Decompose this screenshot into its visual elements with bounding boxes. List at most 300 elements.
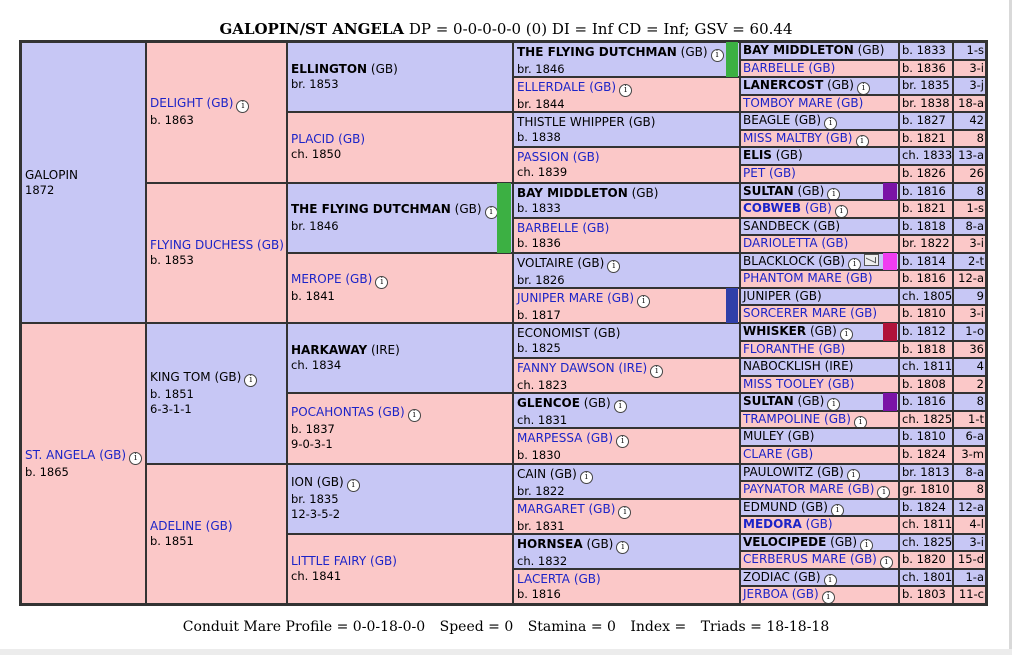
horse-name-line	[517, 221, 736, 236]
gen4-horse-14[interactable]	[513, 534, 740, 569]
gen5-horse-26[interactable]	[740, 499, 899, 517]
horse-foaled: b. 1803	[902, 587, 946, 602]
horse-name-line	[517, 326, 736, 341]
horse-name[interactable]: MARGARET	[517, 501, 585, 516]
horse-foaled: b. 1808	[902, 376, 946, 391]
gen5-horse-28[interactable]	[740, 534, 899, 552]
horse-foaled: br. 1844	[517, 97, 565, 112]
horse-country: (GB)	[832, 95, 864, 110]
horse-name-line	[291, 272, 509, 289]
gen3-horse-7[interactable]	[287, 534, 513, 604]
gen5-record-cell	[953, 42, 986, 60]
horse-foaled: ch. 1832	[517, 553, 568, 568]
horse-country: (GB)	[793, 183, 825, 198]
horse-name[interactable]: GALOPIN	[25, 167, 78, 182]
gen4-horse-11[interactable]	[513, 428, 740, 463]
horse-name[interactable]: ZODIAC	[743, 569, 790, 584]
race-record: 8	[976, 130, 984, 145]
gen5-horse-20[interactable]	[740, 393, 899, 411]
race-record: 13-a	[958, 148, 984, 163]
gen5-horse-17[interactable]	[740, 341, 899, 359]
horse-name-line	[291, 343, 509, 358]
horse-name[interactable]: TOMBOY MARE	[743, 95, 833, 110]
info-icon[interactable]: i	[860, 539, 873, 552]
horse-country: (GB)	[624, 115, 656, 130]
gen5-foaled-cell	[899, 60, 953, 78]
horse-name[interactable]: HORNSEA	[517, 536, 583, 551]
gen4-horse-3[interactable]	[513, 147, 740, 182]
horse-name[interactable]: JERBOA	[743, 587, 788, 602]
info-icon[interactable]: i	[831, 504, 844, 517]
horse-name[interactable]: THE FLYING DUTCHMAN	[517, 45, 677, 59]
horse-name[interactable]: FLYING DUCHESS	[150, 237, 254, 252]
horse-name[interactable]: CLARE	[743, 446, 783, 461]
horse-foaled: b. 1826	[902, 165, 946, 180]
horse-foaled: ch. 1811	[902, 517, 953, 532]
horse-foaled: br. 1853	[291, 77, 339, 92]
horse-country: (GB)	[450, 201, 482, 216]
horse-name[interactable]: ELLERDALE	[517, 80, 586, 95]
horse-name[interactable]: JUNIPER	[743, 288, 791, 303]
horse-name[interactable]: WHISKER	[743, 324, 807, 338]
info-icon[interactable]: i	[848, 258, 861, 271]
gen5-horse-9[interactable]	[740, 200, 899, 218]
horse-name[interactable]: ION	[291, 475, 313, 490]
gen3-horse-3[interactable]	[287, 253, 513, 323]
gen5-horse-4[interactable]	[740, 112, 899, 130]
gen5-foaled-cell	[899, 499, 953, 517]
horse-foaled: br. 1831	[517, 518, 565, 533]
horse-country: (GB)	[817, 236, 849, 251]
horse-country: (GB)	[787, 587, 819, 602]
horse-name[interactable]: PAULOWITZ	[743, 464, 814, 479]
info-icon[interactable]: i	[650, 365, 663, 378]
gen5-horse-16[interactable]	[740, 323, 899, 341]
race-record: 6-3-1-1	[150, 401, 192, 416]
gen5-horse-3[interactable]	[740, 95, 899, 113]
info-icon[interactable]: i	[857, 82, 870, 95]
gen2-horse-2[interactable]	[146, 323, 287, 464]
gen5-horse-21[interactable]	[740, 411, 899, 429]
gen4-horse-15[interactable]	[513, 569, 740, 604]
horse-country: (GB)	[366, 553, 397, 568]
gen4-horse-12[interactable]	[513, 464, 740, 499]
gen5-record-cell	[953, 341, 986, 359]
horse-country: (GB)	[585, 80, 617, 95]
horse-country: (GB)	[570, 571, 601, 586]
horse-country: (GB)	[341, 271, 373, 286]
horse-name[interactable]: MEDORA	[743, 517, 802, 532]
info-icon[interactable]: i	[408, 409, 421, 422]
horse-country: (GB)	[676, 45, 708, 59]
horse-name-line	[291, 62, 509, 77]
gen5-record-cell	[953, 270, 986, 288]
horse-name[interactable]: FLORANTHE	[743, 341, 815, 356]
gen4-horse-8[interactable]	[513, 323, 740, 358]
horse-name[interactable]: VELOCIPEDE	[743, 534, 827, 549]
horse-name[interactable]: THE FLYING DUTCHMAN	[291, 201, 451, 216]
profile-footer	[0, 619, 1012, 635]
horse-country: (GB)	[823, 78, 854, 93]
gen1-horse-0[interactable]	[21, 42, 146, 323]
horse-name[interactable]: MISS MALTBY	[743, 130, 822, 145]
gen5-foaled-cell	[899, 428, 953, 446]
info-icon[interactable]: i	[485, 206, 498, 219]
race-record: 11-c	[958, 587, 984, 602]
gen5-horse-18[interactable]	[740, 358, 899, 376]
gen4-horse-5[interactable]	[513, 218, 740, 253]
gen5-horse-8[interactable]	[740, 183, 899, 201]
gen5-foaled-cell	[899, 341, 953, 359]
horse-name[interactable]: CAIN	[517, 466, 547, 481]
gen2-horse-3[interactable]	[146, 464, 287, 605]
gen5-foaled-cell	[899, 235, 953, 253]
horse-foaled: b. 1820	[902, 552, 946, 567]
horse-name[interactable]: EDMUND	[743, 499, 798, 514]
horse-name[interactable]: ELIS	[743, 148, 772, 163]
horse-foaled: ch. 1833	[902, 148, 953, 163]
race-record: 2	[976, 376, 984, 391]
horse-name[interactable]: PHANTOM MARE	[743, 271, 842, 286]
gen5-horse-19[interactable]	[740, 376, 899, 394]
race-record: 26	[969, 165, 984, 180]
horse-name[interactable]: HARKAWAY	[291, 343, 368, 358]
info-icon[interactable]: i	[840, 328, 853, 341]
race-record: 1-s	[966, 43, 984, 57]
gen5-foaled-cell	[899, 305, 953, 323]
horse-name[interactable]: KING TOM	[150, 369, 211, 384]
horse-country: (GB)	[253, 237, 284, 252]
horse-country: (GB)	[843, 482, 875, 497]
horse-country: (GB)	[202, 96, 234, 111]
horse-foaled: br. 1838	[902, 95, 950, 110]
horse-country: (GB)	[210, 369, 242, 384]
horse-name[interactable]: POCAHONTAS	[291, 404, 374, 419]
gen5-foaled-cell	[899, 358, 953, 376]
horse-name[interactable]: FANNY DAWSON	[517, 361, 615, 376]
gen5-foaled-cell	[899, 253, 953, 271]
horse-name[interactable]: NABOCKLISH	[743, 359, 821, 374]
horse-name-line	[517, 537, 736, 554]
gen4-horse-2[interactable]	[513, 112, 740, 147]
horse-name[interactable]: PET	[743, 165, 766, 180]
gen5-horse-25[interactable]	[740, 481, 899, 499]
horse-name-line	[150, 238, 283, 253]
gen5-horse-2[interactable]	[740, 77, 899, 95]
horse-foaled: b. 1824	[902, 499, 946, 514]
horse-name[interactable]: BARBELLE	[517, 220, 579, 235]
gen5-record-cell	[953, 428, 986, 446]
horse-name[interactable]: CERBERUS MARE	[743, 552, 847, 567]
race-record: 4	[976, 359, 984, 374]
horse-country: (GB)	[573, 255, 605, 270]
gen5-record-cell	[953, 60, 986, 78]
gen5-foaled-cell	[899, 42, 953, 60]
race-record: 15-d	[957, 552, 984, 567]
horse-name[interactable]: VOLTAIRE	[517, 255, 574, 270]
horse-foaled: br. 1822	[902, 236, 950, 251]
horse-foaled: ch. 1825	[902, 534, 953, 549]
gen4-horse-9[interactable]	[513, 358, 740, 393]
horse-name-line	[291, 405, 509, 422]
horse-foaled: br. 1813	[902, 464, 950, 479]
horse-foaled: br. 1826	[517, 272, 565, 287]
horse-foaled: b. 1824	[902, 446, 946, 461]
horse-name[interactable]: MARPESSA	[517, 431, 583, 446]
gen5-horse-11[interactable]	[740, 235, 899, 253]
info-icon[interactable]: i	[607, 260, 620, 273]
gen5-record-cell	[953, 499, 986, 517]
gen5-record-cell	[953, 218, 986, 236]
info-icon[interactable]: i	[711, 49, 724, 62]
horse-name[interactable]: SORCERER MARE	[743, 306, 847, 321]
horse-name[interactable]: SULTAN	[743, 183, 794, 198]
gen5-record-cell	[953, 183, 986, 201]
horse-foaled: b. 1821	[902, 201, 946, 216]
horse-name[interactable]: LANERCOST	[743, 78, 824, 93]
info-icon[interactable]: i	[827, 188, 840, 201]
horse-foaled: b. 1830	[517, 448, 561, 463]
gen5-horse-5[interactable]	[740, 130, 899, 148]
gen4-horse-0[interactable]	[513, 42, 740, 77]
horse-foaled: b. 1816	[517, 586, 561, 601]
gen4-horse-10[interactable]	[513, 393, 740, 428]
horse-country: (GB)	[814, 341, 846, 356]
horse-name-line	[517, 150, 736, 165]
gen5-horse-13[interactable]	[740, 270, 899, 288]
horse-country: (GB)	[841, 271, 873, 286]
race-record: 3-i	[969, 306, 984, 321]
horse-country: (GB)	[806, 324, 837, 338]
horse-country: (GB)	[789, 569, 821, 584]
horse-name[interactable]: BAY MIDDLETON	[517, 185, 628, 200]
info-icon[interactable]: i	[637, 295, 650, 308]
horse-name[interactable]: COBWEB	[743, 201, 802, 216]
race-record: 3-i	[969, 534, 984, 549]
race-record: 8-a	[965, 464, 984, 479]
gen5-foaled-cell	[899, 165, 953, 183]
gen4-horse-13[interactable]	[513, 499, 740, 534]
horse-name[interactable]: PASSION	[517, 150, 569, 165]
gen5-horse-14[interactable]	[740, 288, 899, 306]
gen5-horse-7[interactable]	[740, 165, 899, 183]
gen5-foaled-cell	[899, 112, 953, 130]
race-record: 12-a	[958, 271, 984, 286]
horse-foaled: br. 1835	[902, 78, 950, 93]
horse-country: (GB)	[820, 411, 851, 426]
info-icon[interactable]: i	[614, 400, 627, 413]
horse-name-line	[517, 291, 736, 308]
horse-name[interactable]: GLENCOE	[517, 396, 580, 411]
gen3-horse-0[interactable]	[287, 42, 513, 112]
horse-foaled: br. 1835	[291, 492, 339, 507]
race-record: 1-s	[966, 201, 984, 216]
gen5-horse-0[interactable]	[740, 42, 899, 60]
horse-name[interactable]: MULEY	[743, 429, 784, 444]
gen5-horse-1[interactable]	[740, 60, 899, 78]
horse-country: (GB)	[312, 475, 344, 490]
horse-foaled: b. 1838	[517, 130, 561, 145]
horse-foaled: b. 1816	[902, 183, 946, 198]
gen5-record-cell	[953, 147, 986, 165]
gen2-horse-1[interactable]	[146, 183, 287, 324]
horse-country: (GB)	[826, 534, 858, 549]
info-icon[interactable]: i	[244, 374, 257, 387]
horse-foaled: b. 1821	[902, 130, 946, 145]
info-icon[interactable]: i	[616, 435, 629, 448]
info-icon[interactable]: i	[616, 541, 629, 554]
info-icon[interactable]: i	[618, 506, 631, 519]
gen5-horse-6[interactable]	[740, 147, 899, 165]
gen5-record-cell	[953, 130, 986, 148]
horse-name-line	[291, 132, 509, 147]
horse-name[interactable]: DELIGHT	[150, 96, 203, 111]
gen5-foaled-cell	[899, 147, 953, 165]
gen3-horse-1[interactable]	[287, 112, 513, 182]
horse-country: (GB)	[793, 394, 825, 409]
gen5-record-cell	[953, 551, 986, 569]
horse-name[interactable]: MISS TOOLEY	[743, 376, 824, 391]
info-icon[interactable]: i	[619, 84, 632, 97]
horse-foaled: b. 1851	[150, 386, 194, 401]
horse-foaled: b. 1814	[902, 253, 946, 268]
info-icon[interactable]: i	[822, 591, 835, 604]
info-icon[interactable]: i	[375, 276, 388, 289]
horse-name[interactable]: ECONOMIST	[517, 326, 590, 340]
gen5-horse-29[interactable]	[740, 551, 899, 569]
gen5-horse-31[interactable]	[740, 586, 899, 604]
race-record: 3-j	[969, 78, 984, 93]
race-record: 12-a	[958, 499, 984, 514]
gen4-horse-4[interactable]	[513, 183, 740, 218]
gen3-horse-6[interactable]	[287, 464, 513, 534]
info-icon[interactable]: i	[847, 469, 860, 482]
race-record: 8	[976, 183, 984, 198]
horse-name[interactable]: BARBELLE	[743, 60, 805, 75]
horse-name-line	[517, 256, 736, 273]
horse-name[interactable]: LACERTA	[517, 571, 570, 586]
info-icon[interactable]: i	[854, 416, 867, 429]
gen5-horse-15[interactable]	[740, 305, 899, 323]
horse-foaled: b. 1837	[291, 421, 335, 436]
horse-name[interactable]: ADELINE	[150, 518, 202, 533]
info-icon[interactable]: i	[827, 398, 840, 411]
gen5-horse-30[interactable]	[740, 569, 899, 587]
horse-foaled: b. 1816	[902, 271, 946, 286]
horse-foaled: ch. 1831	[517, 413, 568, 428]
gen5-foaled-cell	[899, 77, 953, 95]
horse-name[interactable]: LITTLE FAIRY	[291, 553, 367, 568]
horse-name[interactable]: THISTLE WHIPPER	[517, 115, 625, 130]
horse-country: (GB)	[853, 43, 885, 57]
horse-foaled: b. 1841	[291, 288, 335, 303]
info-icon[interactable]: i	[347, 479, 360, 492]
info-icon[interactable]: i	[877, 486, 890, 499]
race-record: 6-a	[965, 429, 984, 444]
info-icon[interactable]: i	[824, 117, 837, 130]
horse-name[interactable]: DARIOLETTA	[743, 236, 818, 251]
gen5-horse-10[interactable]	[740, 218, 899, 236]
horse-foaled: b. 1816	[902, 394, 946, 409]
horse-foaled: ch. 1841	[291, 568, 342, 583]
horse-name[interactable]: JUNIPER MARE	[517, 290, 604, 305]
horse-country: (GB)	[821, 130, 853, 145]
horse-country: (GB)	[579, 396, 611, 411]
gen5-record-cell	[953, 446, 986, 464]
info-icon[interactable]: i	[856, 135, 869, 148]
horse-country: (GB)	[823, 376, 855, 391]
gen3-horse-5[interactable]	[287, 393, 513, 463]
gen5-horse-23[interactable]	[740, 446, 899, 464]
horse-foaled: ch. 1850	[291, 147, 342, 162]
stamina-value: Stamina = 0	[527, 619, 616, 635]
info-icon[interactable]: i	[880, 556, 893, 569]
horse-country: (GB)	[804, 60, 836, 75]
horse-foaled: b. 1827	[902, 113, 946, 128]
info-icon[interactable]: i	[580, 471, 593, 484]
mail-icon[interactable]	[864, 254, 879, 266]
horse-foaled: b. 1833	[517, 200, 561, 215]
horse-name[interactable]: PAYNATOR MARE	[743, 482, 844, 497]
horizontal-scrollbar[interactable]	[0, 649, 1012, 655]
gen4-horse-1[interactable]	[513, 77, 740, 112]
dup-marker-blue	[726, 288, 738, 323]
horse-name[interactable]: BLACKLOCK	[743, 253, 815, 268]
info-icon[interactable]: i	[824, 574, 837, 587]
horse-name[interactable]: TRAMPOLINE	[743, 411, 821, 426]
info-icon[interactable]: i	[236, 100, 249, 113]
horse-name[interactable]: BEAGLE	[743, 113, 791, 128]
gen3-horse-4[interactable]	[287, 323, 513, 393]
horse-name[interactable]: SULTAN	[743, 394, 794, 409]
gen3-horse-2[interactable]	[287, 183, 513, 253]
gen5-record-cell	[953, 235, 986, 253]
horse-name-line	[291, 475, 509, 492]
horse-foaled: b. 1818	[902, 341, 946, 356]
gen1-horse-1[interactable]	[21, 323, 146, 604]
horse-name[interactable]: ELLINGTON	[291, 62, 368, 77]
gen5-horse-24[interactable]	[740, 464, 899, 482]
horse-foaled: b. 1851	[150, 533, 194, 548]
dup-marker-green	[497, 183, 511, 253]
horse-name[interactable]: MEROPE	[291, 271, 342, 286]
mating-pair: GALOPIN/ST ANGELA	[219, 20, 405, 38]
gen5-foaled-cell	[899, 464, 953, 482]
gen5-horse-22[interactable]	[740, 428, 899, 446]
gen5-horse-12[interactable]	[740, 253, 899, 271]
info-icon[interactable]: i	[835, 205, 848, 218]
horse-name-line	[25, 448, 142, 465]
gen5-record-cell	[953, 200, 986, 218]
gen4-horse-7[interactable]	[513, 288, 740, 323]
gen5-foaled-cell	[899, 569, 953, 587]
horse-name[interactable]: PLACID	[291, 132, 335, 147]
horse-name[interactable]: ST. ANGELA	[25, 447, 96, 462]
horse-name[interactable]: BAY MIDDLETON	[743, 43, 854, 57]
horse-name[interactable]: SANDBECK	[743, 218, 810, 233]
triads-value: Triads = 18-18-18	[700, 619, 830, 635]
horse-name-line	[25, 168, 142, 183]
gen4-horse-6[interactable]	[513, 253, 740, 288]
horse-name-line	[517, 80, 736, 97]
info-icon[interactable]: i	[129, 452, 142, 465]
horse-foaled: ch. 1801	[902, 569, 953, 584]
gen5-horse-27[interactable]	[740, 516, 899, 534]
gen5-record-cell	[953, 516, 986, 534]
gen5-foaled-cell	[899, 200, 953, 218]
gen2-horse-0[interactable]	[146, 42, 287, 183]
horse-foaled: b. 1817	[517, 307, 561, 322]
